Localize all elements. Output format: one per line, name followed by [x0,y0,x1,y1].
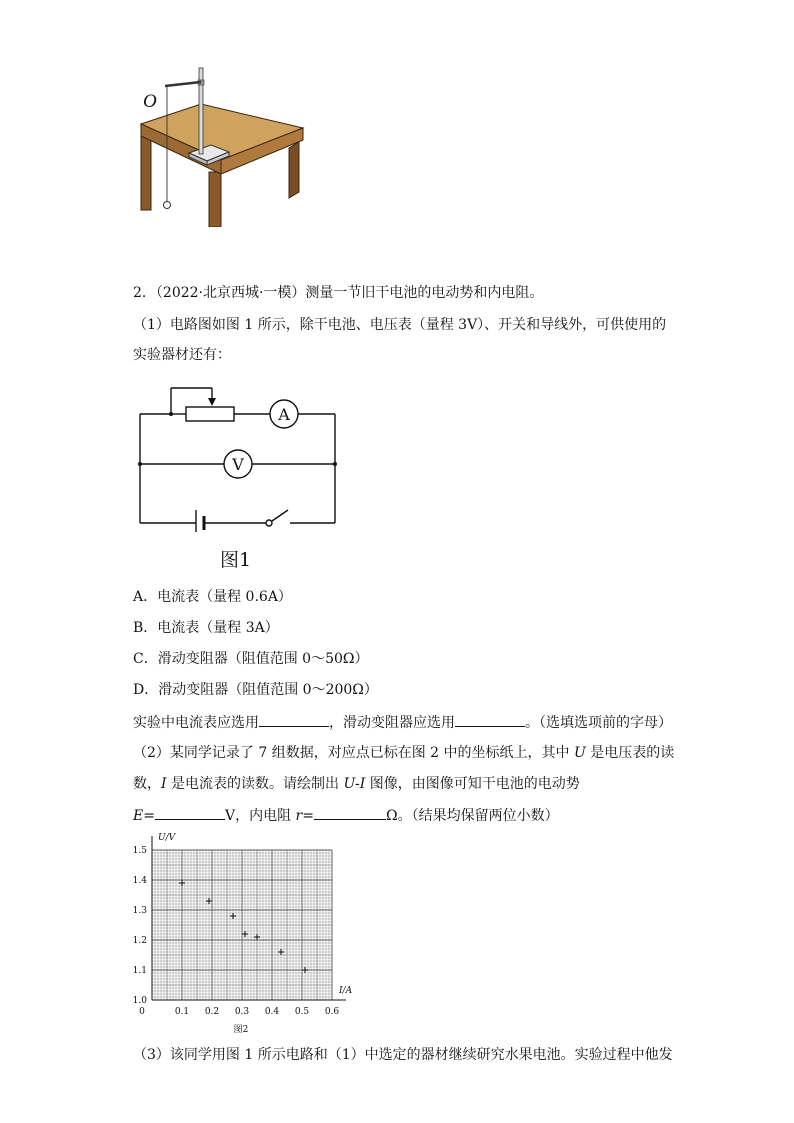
x-tick-label: 0 [139,1007,145,1017]
voltmeter-label: V [232,455,244,474]
y-tick-label: 1.3 [132,906,147,916]
y-tick-label: 1.5 [132,846,147,856]
ammeter-answer-blank[interactable] [259,712,329,727]
data-point [206,898,212,904]
fig1-caption: 图1 [220,549,252,571]
x-tick-label: 0.2 [204,1007,220,1017]
x-tick-label: 0.4 [264,1007,280,1017]
part2-text-1b: 是电压表的读 [585,745,675,761]
data-point [278,949,284,955]
selection-text-b: ，滑动变阻器应选用 [329,715,455,731]
y-tick-label: 1.2 [132,936,147,946]
pivot-label-o: O [143,91,157,112]
var-r: r [295,808,303,824]
part2-text-2a: 数， [133,776,161,792]
question-header: 2．（2022·北京西城·一模）测量一节旧干电池的电动势和内电阻。 [133,285,544,301]
var-u: U [573,745,586,761]
part2-line2 [133,774,580,794]
option-d: D．滑动变阻器（阻值范围 0～200Ω） [133,682,378,698]
x-tick-label: 0.5 [294,1007,310,1017]
part2-text-1a: （2）某同学记录了 7 组数据，对应点已标在图 2 中的坐标纸上，其中 [133,745,574,761]
x-tick-label: 0.3 [234,1007,250,1017]
ammeter-label: A [278,405,290,424]
circuit-diagram-fig1 [130,382,350,532]
rheostat-answer-blank[interactable] [455,712,525,727]
ui-graph-fig2 [120,828,360,1040]
resistance-answer-blank[interactable] [314,805,386,820]
part3-line1: （3）该同学用图 1 所示电路和（1）中选定的器材继续研究水果电池。实验过程中他发 [133,1047,673,1063]
part2-line1 [133,743,674,763]
var-e: E [133,808,144,824]
data-point [254,934,260,940]
part2-text-3a: V，内电阻 [224,808,296,824]
part2-line3 [133,805,559,826]
pendulum-table-figure [135,62,315,227]
var-i: I [161,776,167,792]
data-point [302,967,308,973]
data-point [242,931,248,937]
eq-sign-1: = [143,808,155,824]
var-ui: U-I [343,776,366,792]
selection-text-a: 实验中电流表应选用 [133,715,259,731]
x-tick-label: 0.6 [324,1007,340,1017]
x-axis-label: I/A [339,986,353,996]
y-axis-label: U/V [158,833,176,843]
selection-sentence [133,712,672,733]
option-b: B．电流表（量程 3A） [133,620,279,636]
data-point [179,880,185,886]
y-tick-label: 1.0 [132,996,147,1006]
option-a: A．电流表（量程 0.6A） [133,589,292,605]
y-tick-label: 1.4 [132,876,147,886]
part1-line2: 实验器材还有： [133,347,231,363]
selection-text-c: 。（选填选项前的字母） [525,715,672,731]
option-c: C．滑动变阻器（阻值范围 0～50Ω） [133,651,369,667]
part2-text-2c: 图像，由图像可知干电池的电动势 [365,776,580,792]
data-point [230,913,236,919]
fig2-caption: 图2 [233,1025,249,1035]
part1-line1: （1）电路图如图 1 所示，除干电池、电压表（量程 3V）、开关和导线外，可供使用的 [133,317,667,333]
part2-text-2b: 是电流表的读数。请绘制出 [166,776,344,792]
eq-sign-2: = [302,808,314,824]
x-tick-label: 0.1 [174,1007,190,1017]
emf-answer-blank[interactable] [155,805,225,820]
y-tick-label: 1.1 [132,966,147,976]
part2-text-3b: Ω。（结果均保留两位小数） [385,808,559,824]
